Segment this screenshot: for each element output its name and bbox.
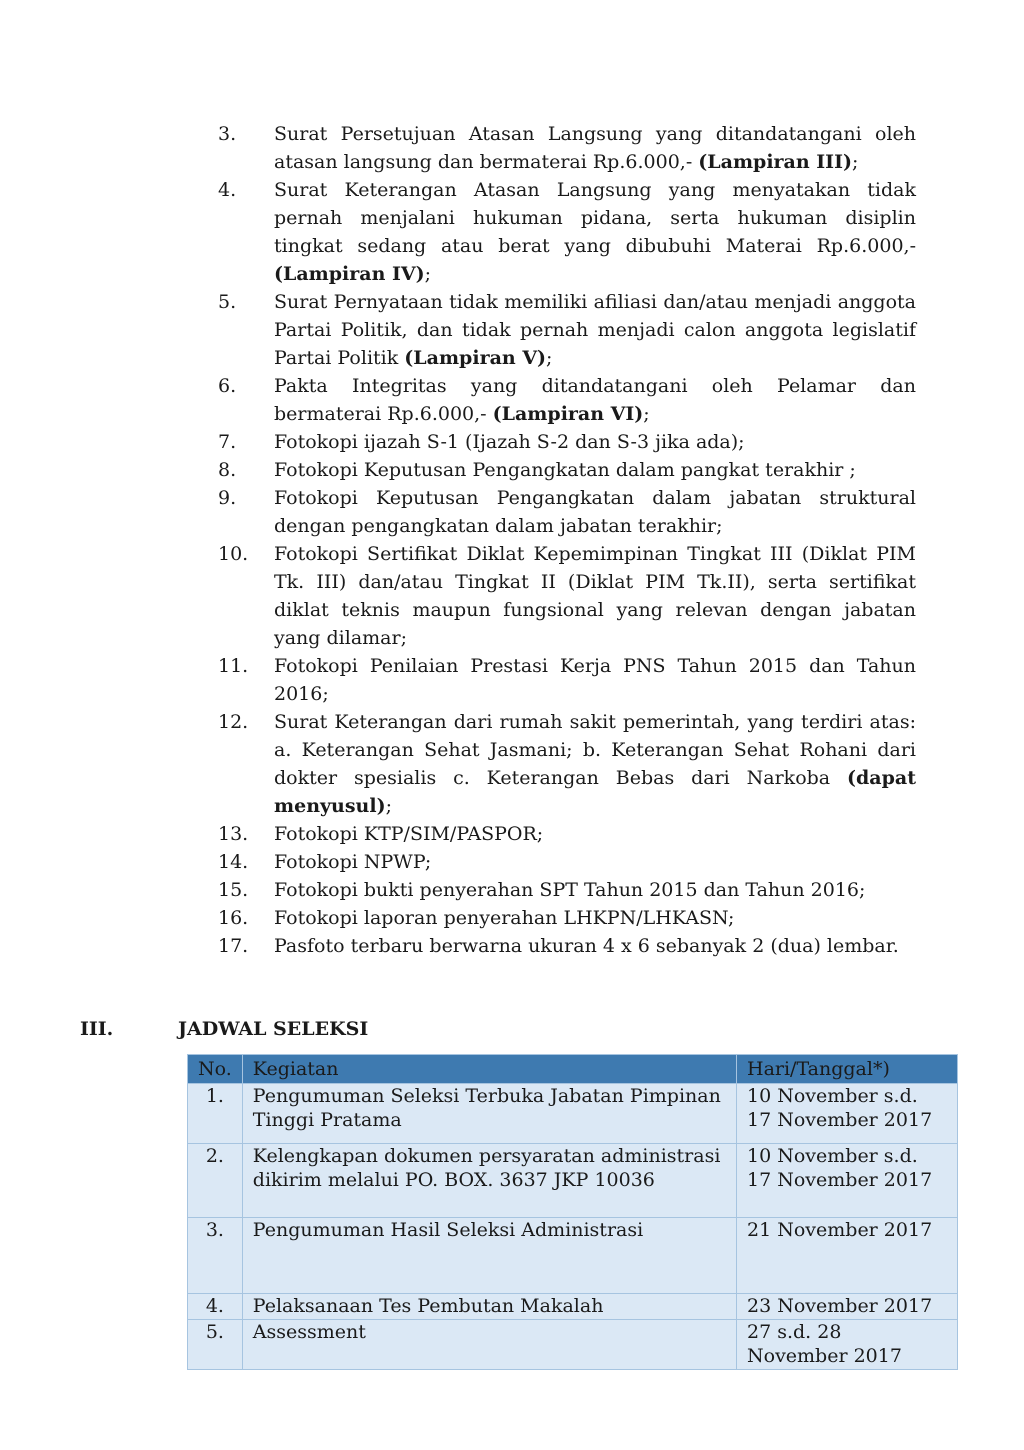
list-item	[218, 708, 916, 820]
item-text	[274, 820, 916, 848]
list-item	[218, 372, 916, 428]
item-number: 8.	[218, 459, 237, 481]
item-text	[274, 288, 916, 372]
item-text	[274, 540, 916, 652]
item-text	[274, 456, 916, 484]
requirements-list	[218, 120, 916, 960]
item-text-part: ;	[851, 151, 859, 173]
list-item	[218, 288, 916, 372]
item-text-part: Fotokopi bukti penyerahan SPT Tahun 2015 dan Tahun 2016;	[274, 879, 866, 901]
item-text-part: ;	[546, 347, 553, 369]
item-text-part: Pakta Integritas yang ditandatangani oleh Pelamar dan bermaterai Rp.6.000,-	[274, 375, 916, 425]
item-text-part: Fotokopi laporan penyerahan LHKPN/LHKASN;	[274, 907, 735, 929]
list-item	[218, 652, 916, 708]
item-text	[274, 904, 916, 932]
table-row	[188, 1218, 958, 1294]
item-text-part: Surat Keterangan dari rumah sakit pemerintah, yang terdiri atas: a. Keterangan Sehat Jasmani; b. Keterangan Sehat Rohani dari dokter spesialis c. Keterangan Bebas dari Narkoba	[274, 711, 916, 789]
section-number: III.	[80, 1018, 114, 1040]
item-text-part: ;	[385, 795, 392, 817]
item-number: 10.	[218, 543, 249, 565]
header-no: No.	[188, 1055, 243, 1084]
item-number: 3.	[218, 123, 237, 145]
item-text-part: Surat Pernyataan tidak memiliki afiliasi dan/atau menjadi anggota Partai Politik, dan tidak pernah menjadi calon anggota legislatif Partai Politik	[274, 291, 916, 369]
table-row	[188, 1084, 958, 1144]
list-item	[218, 428, 916, 456]
row-date: 10 November s.d. 17 November 2017	[737, 1084, 958, 1144]
row-date: 21 November 2017	[737, 1218, 958, 1294]
item-number: 9.	[218, 487, 237, 509]
item-text-part: Fotokopi NPWP;	[274, 851, 432, 873]
row-no: 5.	[188, 1320, 243, 1370]
item-number: 4.	[218, 179, 237, 201]
row-activity: Pelaksanaan Tes Pembutan Makalah	[242, 1294, 736, 1320]
item-text-bold: (dapat menyusul)	[274, 767, 916, 817]
row-activity: Pengumuman Hasil Seleksi Administrasi	[242, 1218, 736, 1294]
list-item	[218, 904, 916, 932]
item-text-part: Fotokopi ijazah S-1 (Ijazah S-2 dan S-3 jika ada);	[274, 431, 745, 453]
item-number: 7.	[218, 431, 237, 453]
list-item	[218, 484, 916, 540]
row-date: 27 s.d. 28 November 2017	[737, 1320, 958, 1370]
item-text-part: Surat Keterangan Atasan Langsung yang menyatakan tidak pernah menjalani hukuman pidana, serta hukuman disiplin tingkat sedang atau berat yang dibubuhi Materai Rp.6.000,-	[274, 179, 916, 257]
item-text-bold: (Lampiran IV)	[274, 263, 425, 285]
item-number: 11.	[218, 655, 249, 677]
header-date: Hari/Tanggal*)	[737, 1055, 958, 1084]
item-text-bold: (Lampiran III)	[698, 151, 852, 173]
row-no: 3.	[188, 1218, 243, 1294]
list-item	[218, 820, 916, 848]
table-header-row	[188, 1055, 958, 1084]
row-activity: Pengumuman Seleksi Terbuka Jabatan Pimpinan Tinggi Pratama	[242, 1084, 736, 1144]
item-number: 12.	[218, 711, 249, 733]
row-no: 2.	[188, 1144, 243, 1218]
table-row	[188, 1320, 958, 1370]
header-activity: Kegiatan	[242, 1055, 736, 1084]
item-number: 17.	[218, 935, 249, 957]
item-number: 16.	[218, 907, 249, 929]
list-item	[218, 540, 916, 652]
item-text	[274, 428, 916, 456]
item-text-bold: (Lampiran V)	[404, 347, 547, 369]
item-number: 14.	[218, 851, 249, 873]
row-activity: Kelengkapan dokumen persyaratan administrasi dikirim melalui PO. BOX. 3637 JKP 10036	[242, 1144, 736, 1218]
item-number: 5.	[218, 291, 237, 313]
item-text	[274, 176, 916, 288]
row-activity: Assessment	[242, 1320, 736, 1370]
item-number: 15.	[218, 879, 249, 901]
item-text-part: ;	[643, 403, 650, 425]
schedule-table	[187, 1054, 958, 1370]
row-date: 10 November s.d. 17 November 2017	[737, 1144, 958, 1218]
item-text	[274, 652, 916, 708]
item-text	[274, 708, 916, 820]
row-no: 4.	[188, 1294, 243, 1320]
item-text-bold: (Lampiran VI)	[492, 403, 644, 425]
item-text-part: Fotokopi Penilaian Prestasi Kerja PNS Tahun 2015 dan Tahun 2016;	[274, 655, 916, 705]
item-number: 13.	[218, 823, 249, 845]
list-item	[218, 876, 916, 904]
item-text	[274, 120, 916, 176]
item-text-part: Fotokopi KTP/SIM/PASPOR;	[274, 823, 544, 845]
list-item	[218, 456, 916, 484]
item-text-part: Fotokopi Keputusan Pengangkatan dalam pangkat terakhir ;	[274, 459, 856, 481]
row-date: 23 November 2017	[737, 1294, 958, 1320]
row-no: 1.	[188, 1084, 243, 1144]
table-row	[188, 1294, 958, 1320]
item-text-part: Fotokopi Sertifikat Diklat Kepemimpinan Tingkat III (Diklat PIM Tk. III) dan/atau Tingkat II (Diklat PIM Tk.II), serta sertifikat diklat teknis maupun fungsional yang relevan dengan jabatan yang dilamar;	[274, 543, 916, 649]
list-item	[218, 176, 916, 288]
item-text	[274, 372, 916, 428]
item-text-part: Fotokopi Keputusan Pengangkatan dalam jabatan struktural dengan pengangkatan dalam jabatan terakhir;	[274, 487, 916, 537]
list-item	[218, 120, 916, 176]
item-text	[274, 876, 916, 904]
item-number: 6.	[218, 375, 237, 397]
section-title: JADWAL SELEKSI	[178, 1018, 369, 1040]
item-text-part: Pasfoto terbaru berwarna ukuran 4 x 6 sebanyak 2 (dua) lembar.	[274, 935, 899, 957]
list-item	[218, 848, 916, 876]
item-text	[274, 484, 916, 540]
item-text-part: Surat Persetujuan Atasan Langsung yang ditandatangani oleh atasan langsung dan bermaterai Rp.6.000,-	[274, 123, 916, 173]
item-text-part: ;	[424, 263, 432, 285]
item-text	[274, 848, 916, 876]
list-item	[218, 932, 916, 960]
table-row	[188, 1144, 958, 1218]
item-text	[274, 932, 916, 960]
